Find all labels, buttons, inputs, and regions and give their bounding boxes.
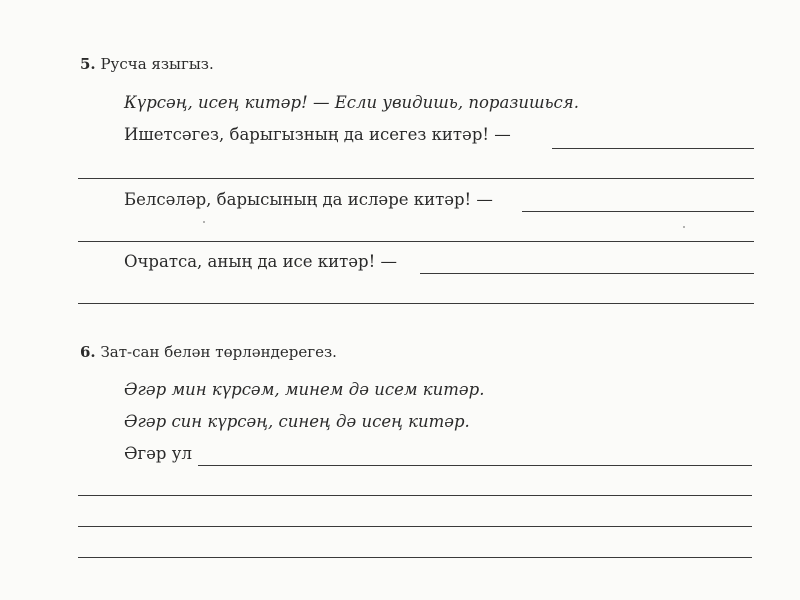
answer-line[interactable]	[78, 303, 754, 304]
answer-line[interactable]	[78, 178, 754, 179]
exercise-5-instruction: Русча языгыз.	[100, 55, 214, 73]
answer-line[interactable]	[552, 148, 754, 149]
scan-speck	[683, 226, 685, 228]
exercise-5-example: Күрсәң, исең китәр! — Если увидишь, поразишься.	[124, 93, 579, 112]
exercise-6-example-1: Әгәр мин күрсәм, минем дә исем китәр.	[124, 380, 485, 399]
answer-line[interactable]	[78, 526, 752, 527]
exercise-5-number: 5.	[80, 55, 96, 73]
exercise-6-instruction: Зат-сан белән төрләндерегез.	[100, 343, 337, 361]
exercise-5-item-3: Очратса, аның да исе китәр! —	[124, 252, 397, 271]
answer-line[interactable]	[420, 273, 754, 274]
exercise-6-number: 6.	[80, 343, 96, 361]
exercise-5-item-1: Ишетсәгез, барыгызның да исегез китәр! —	[124, 125, 511, 144]
answer-line[interactable]	[198, 465, 752, 466]
answer-line[interactable]	[78, 495, 752, 496]
exercise-5-item-2: Белсәләр, барысының да исләре китәр! —	[124, 190, 493, 209]
answer-line[interactable]	[522, 211, 754, 212]
exercise-6-prompt: Әгәр ул	[124, 444, 192, 463]
exercise-6-example-2: Әгәр син күрсәң, синең дә исең китәр.	[124, 412, 470, 431]
answer-line[interactable]	[78, 241, 754, 242]
exercise-5-heading	[80, 55, 214, 73]
answer-line[interactable]	[78, 557, 752, 558]
exercise-6-heading	[80, 343, 337, 361]
scan-speck	[203, 221, 205, 223]
